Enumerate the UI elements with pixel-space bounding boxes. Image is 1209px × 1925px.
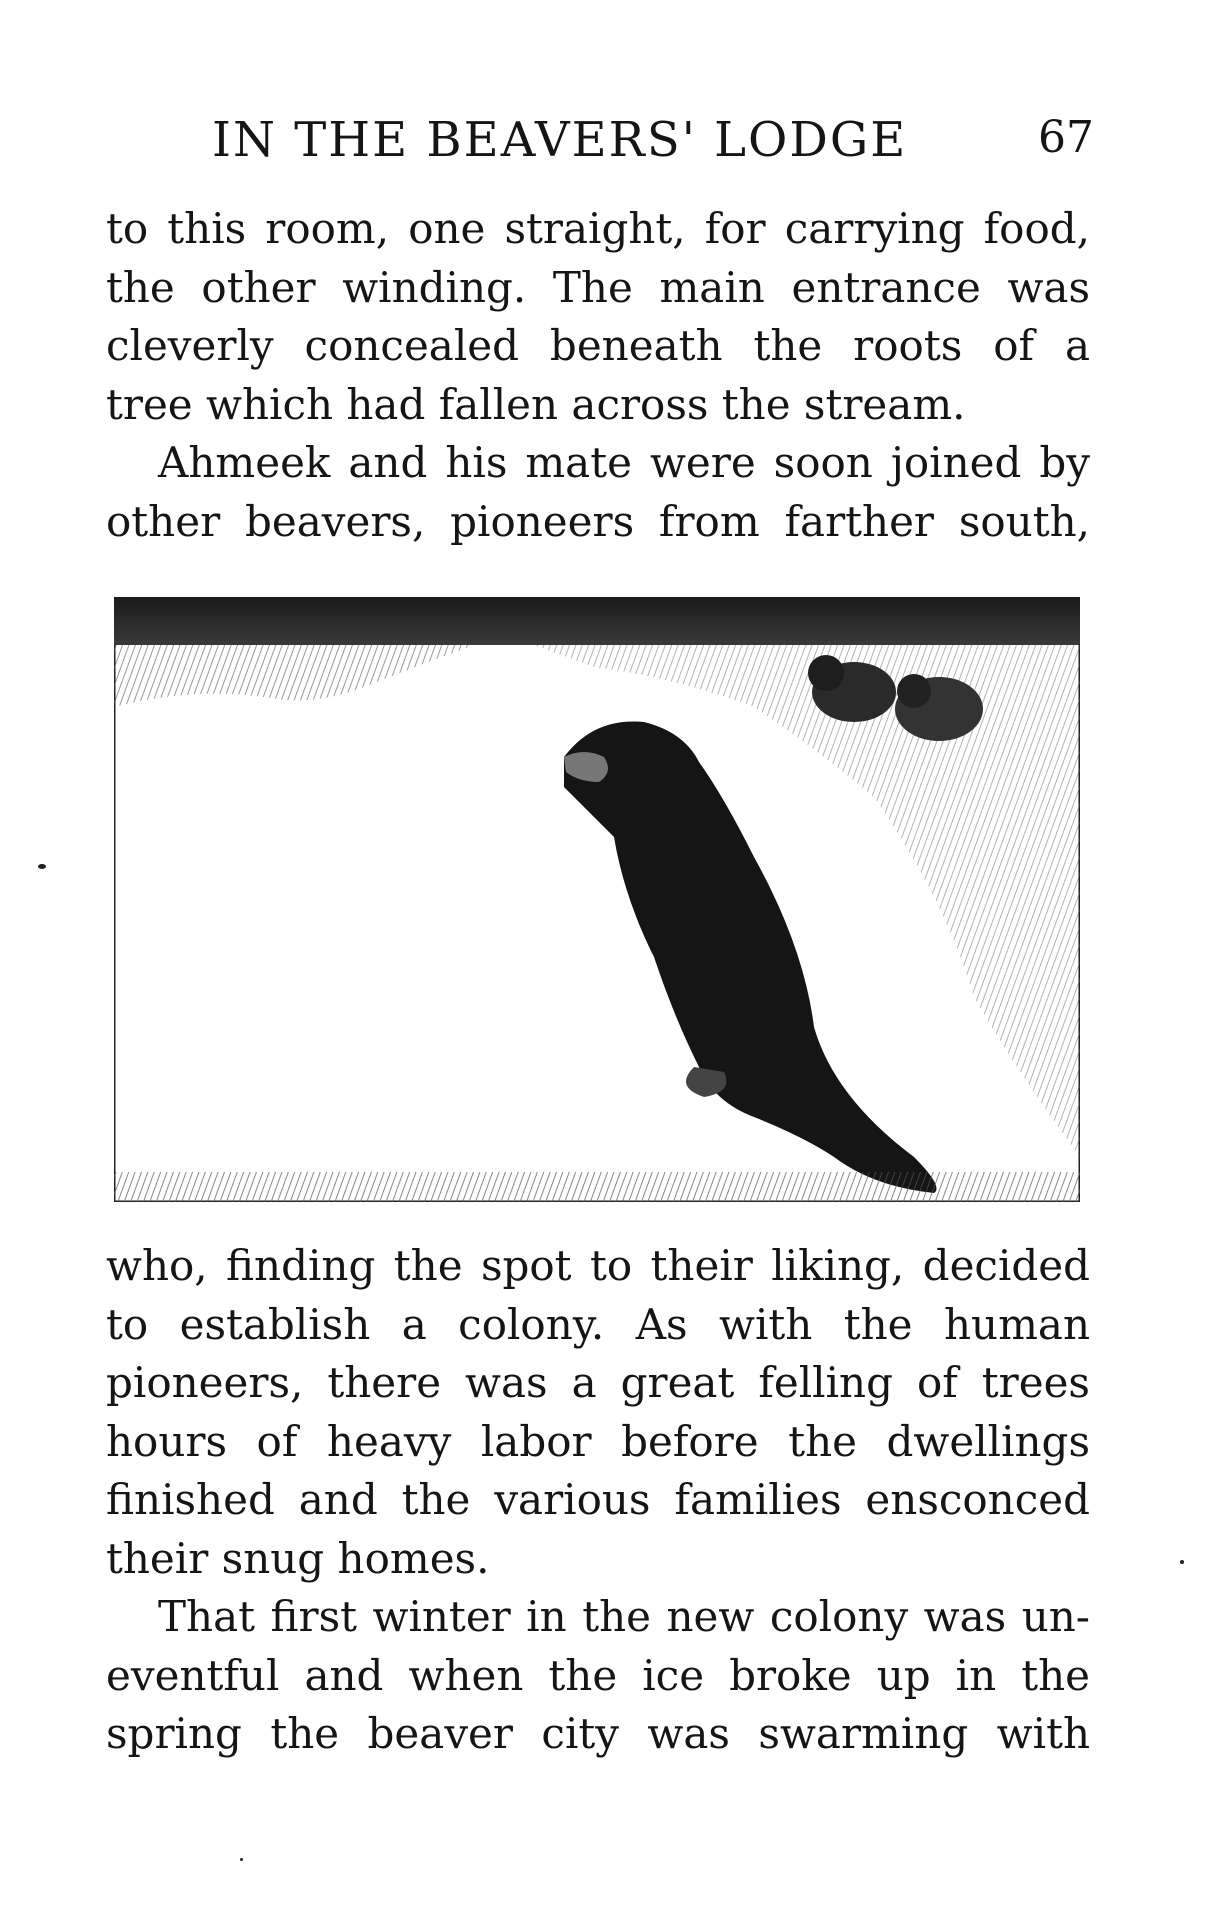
text-line: to this room, one straight, for carrying food,: [106, 204, 1090, 253]
text-line: Ahmeek and his mate were soon joined by: [158, 438, 1090, 487]
text-line: eventful and when the ice broke up in the: [106, 1650, 1090, 1700]
text-line: to establish a colony. As with the human: [106, 1299, 1090, 1349]
text-line: hours of heavy labor before the dwellings: [106, 1416, 1090, 1466]
text-line: finished and the various families ensconced: [106, 1475, 1090, 1524]
text-line: the other winding. The main entrance was: [106, 262, 1090, 312]
running-header: [212, 112, 1094, 172]
print-speck: [240, 1858, 243, 1861]
body-text-bottom: [106, 1237, 1090, 1764]
print-speck: [1180, 1560, 1184, 1564]
print-speck: [38, 864, 46, 869]
running-title: IN THE BEAVERS' LODGE: [212, 112, 908, 168]
text-line: other beavers, pioneers from farther south,: [106, 496, 1090, 546]
page-number: 67: [1038, 112, 1094, 163]
text-line: tree which had fallen across the stream.: [106, 379, 966, 429]
text-line: That first winter in the new colony was un-: [158, 1592, 1090, 1641]
text-line: cleverly concealed beneath the roots of a: [106, 321, 1090, 370]
body-text-top: [106, 200, 1090, 551]
text-line: their snug homes.: [106, 1533, 490, 1583]
beaver-illustration: [114, 597, 1080, 1202]
beaver-illustration-icon: [114, 597, 1080, 1202]
text-line: spring the beaver city was swarming with: [106, 1709, 1090, 1758]
text-line: pioneers, there was a great felling of trees: [106, 1358, 1090, 1407]
text-line: who, finding the spot to their liking, decided: [106, 1241, 1090, 1290]
